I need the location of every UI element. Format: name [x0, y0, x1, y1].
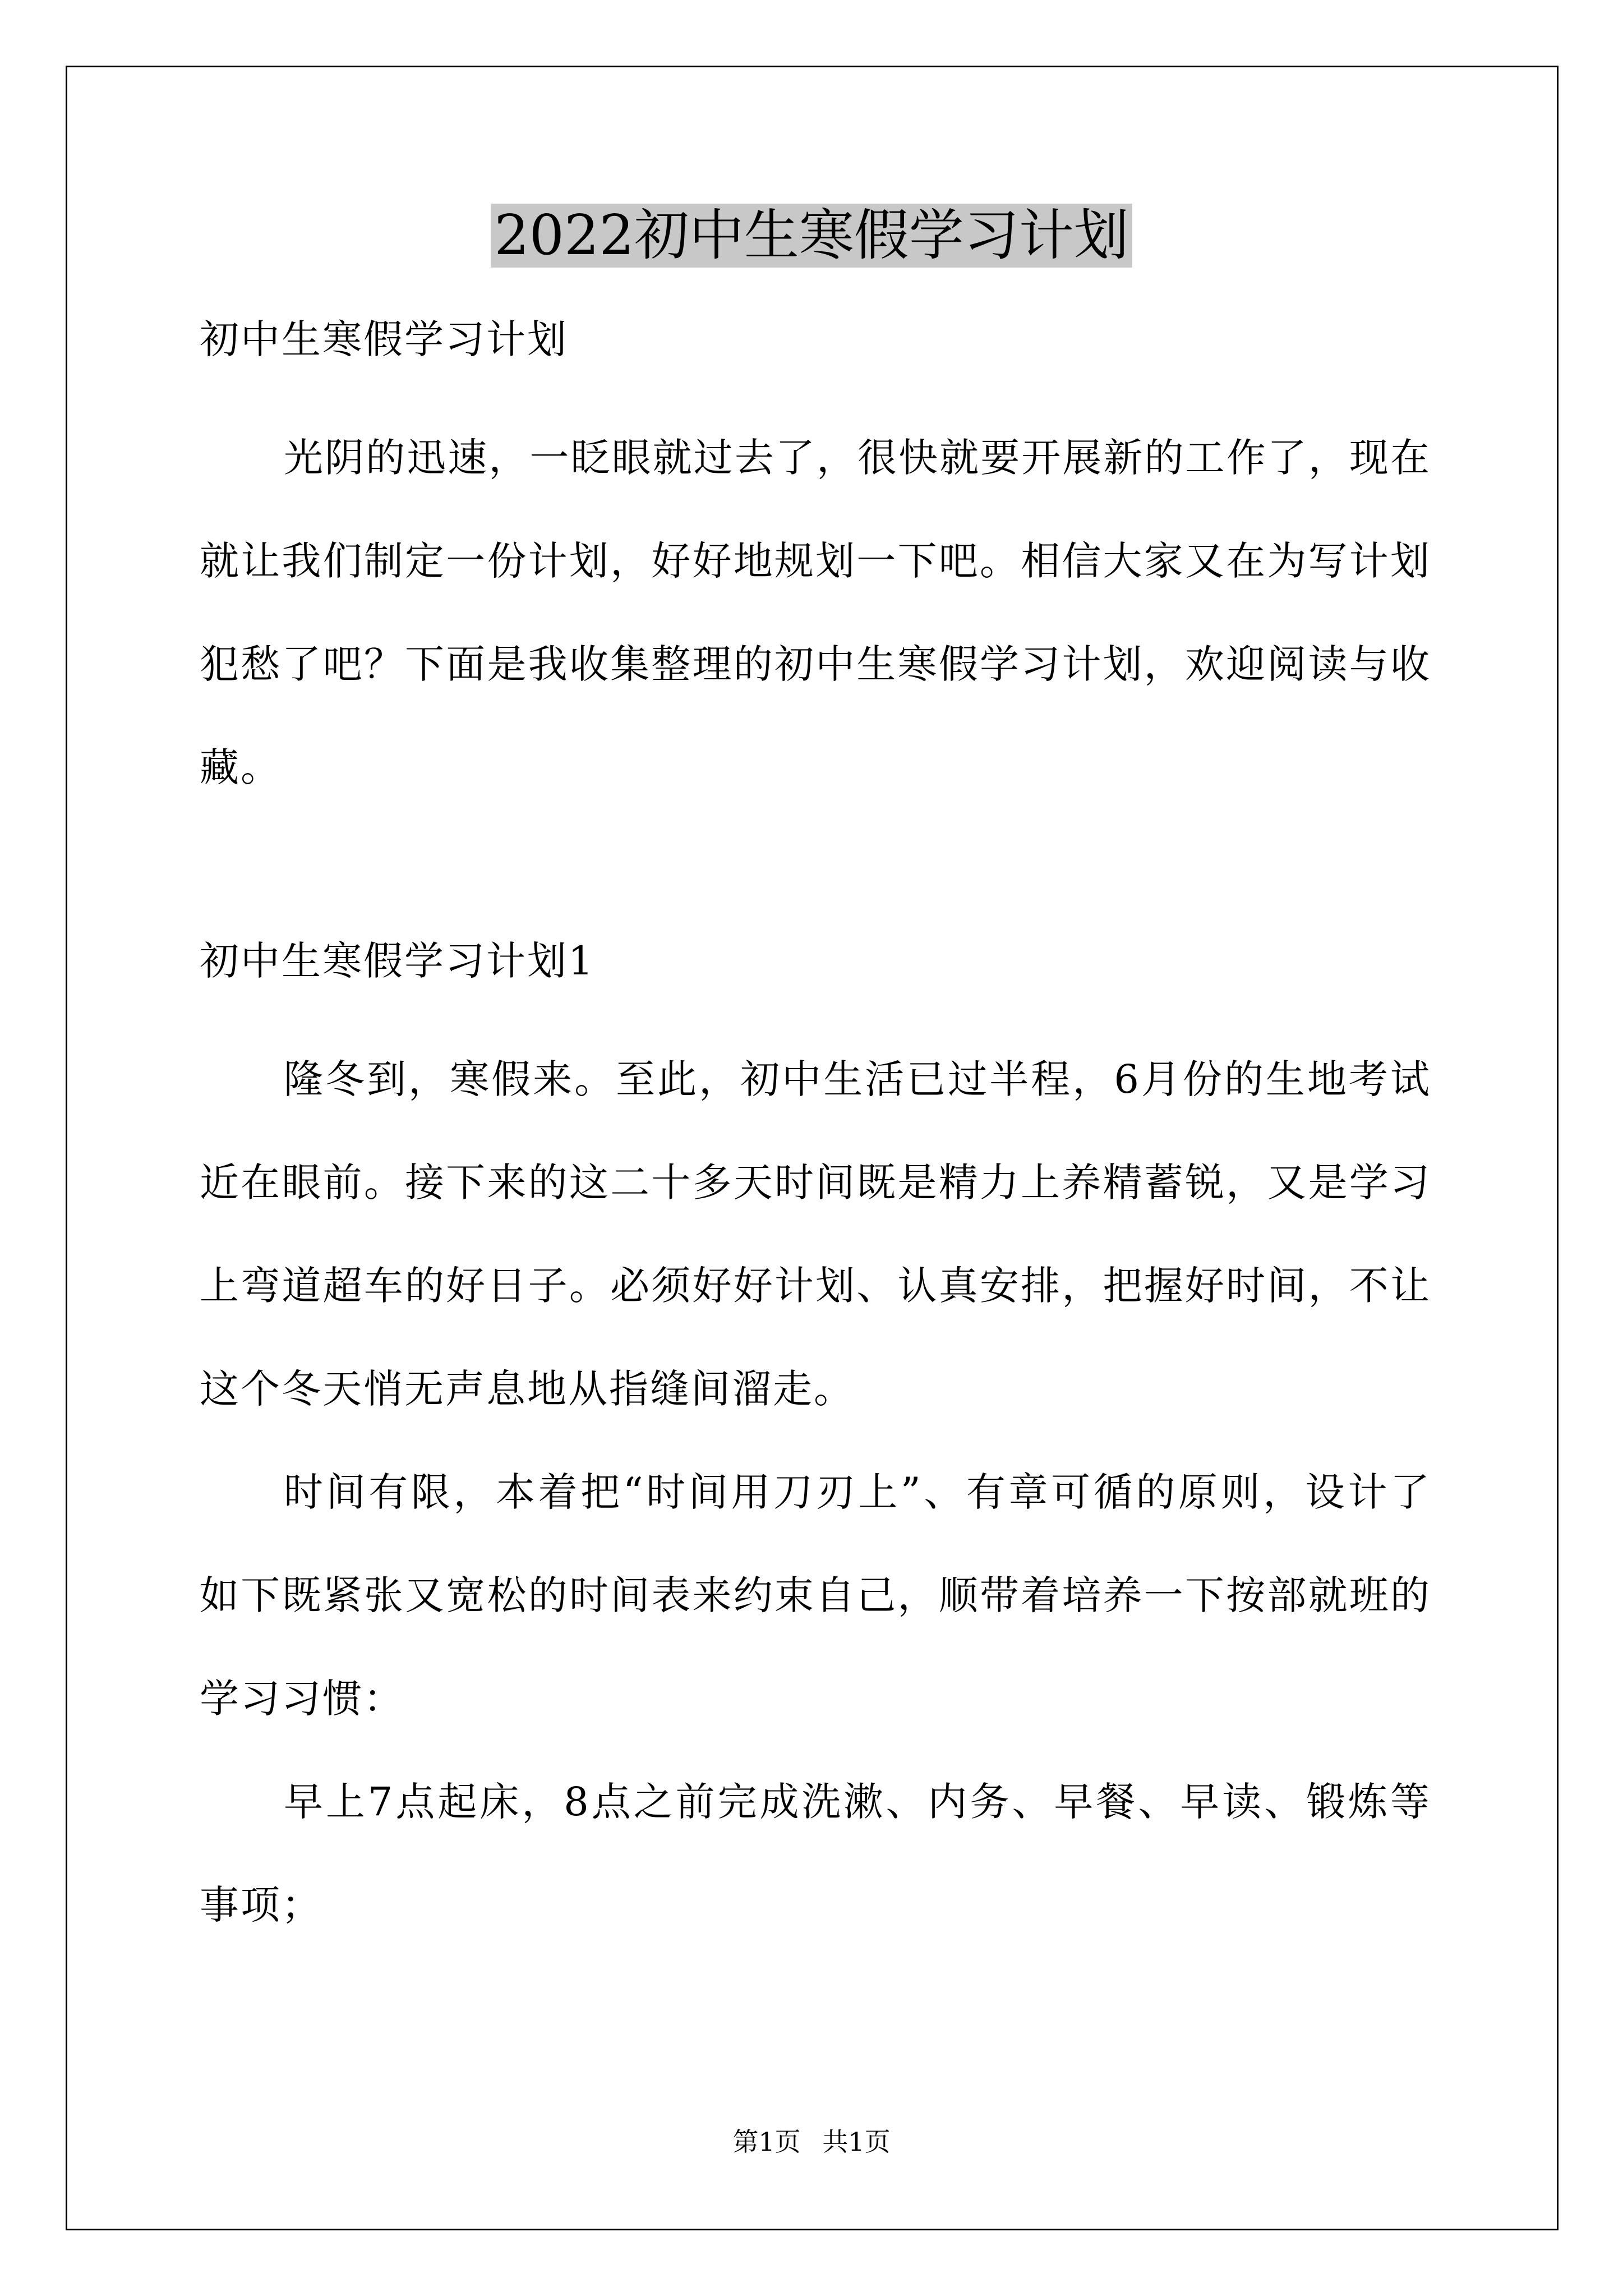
document-body — [200, 303, 1431, 1957]
body-paragraph: 隆冬到，寒假来。至此，初中生活已过半程，6月份的生地考试近在眼前。接下来的这二十多天时间既是精力上养精蓄锐，又是学习上弯道超车的好日子。必须好好计划、认真安排，把握好时间，不让这个冬天悄无声息地从指缝间溜走。 — [200, 1056, 1431, 1412]
body-paragraph: 早上7点起床，8点之前完成洗漱、内务、早餐、早读、锻炼等事项； — [200, 1779, 1431, 1928]
page-footer — [0, 2125, 1623, 2159]
document-title — [0, 199, 1623, 272]
intro-paragraph: 光阴的迅速，一眨眼就过去了，很快就要开展新的工作了，现在就让我们制定一份计划，好好地规划一下吧。相信大家又在为写计划犯愁了吧？下面是我收集整理的初中生寒假学习计划，欢迎阅读与收藏。 — [200, 435, 1431, 790]
page-number: 第1页 — [732, 2127, 801, 2157]
section-spacer — [200, 819, 1431, 924]
document-title-text: 2022初中生寒假学习计划 — [491, 204, 1132, 268]
body-paragraph: 时间有限，本着把“时间用刀刃上”、有章可循的原则，设计了如下既紧张又宽松的时间表来约束自己，顺带着培养一下按部就班的学习习惯： — [200, 1469, 1431, 1722]
document-subtitle: 初中生寒假学习计划 — [200, 316, 568, 362]
page-total: 共1页 — [822, 2127, 891, 2157]
section-heading: 初中生寒假学习计划1 — [200, 938, 595, 984]
